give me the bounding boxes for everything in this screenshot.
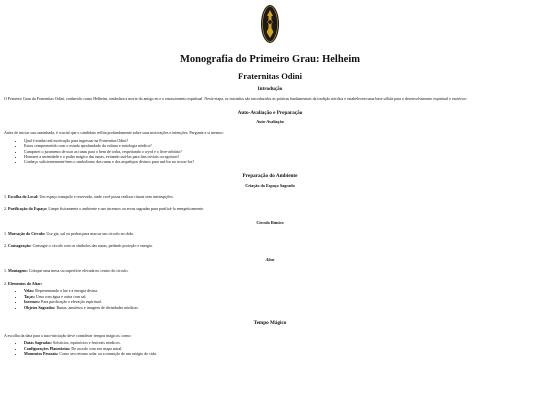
item-text: Limpe fisicamente o ambiente e use incensos ou ervas sagradas para purificá-lo energeticamente.: [48, 206, 204, 212]
auto-heading: Auto-Avaliação e Preparação: [237, 110, 303, 117]
page-subtitle: Fraternitas Odini: [238, 71, 302, 81]
list-item: • Honrarei a serenidade e o poder mágico das runas, evitando usá-las para fins triviais ou egoístas?: [24, 154, 536, 159]
item-text: Um espaço tranquilo e reservado, onde você possa realizar rituais sem interrupções.: [39, 193, 174, 199]
numbered-item: 1. Escolha do Local: Um espaço tranquilo e reservado, onde você possa realizar rituais sem interrupções.: [4, 193, 174, 199]
list-item: • Objetos Sagrados: Runas, amuletos e imagens de divindades nórdicas.: [24, 305, 536, 310]
tempo-heading: Tempo Mágico: [253, 319, 287, 326]
item-label: Elementos do Altar:: [8, 280, 43, 286]
list-item: • Conheço suficientemente bem o simbolismo das runas e dos arquétipos divinos para usá-los no trocar-los?: [24, 159, 536, 164]
numbered-item: 2. Consagração: Consagre o círculo com os símbolos das runas, pedindo proteção e energia.: [4, 243, 153, 249]
tempo-paragraph: A escolha da data para a auto-iniciação deve considerar tempos mágicos, como:: [4, 332, 132, 338]
item-label: Montagem:: [8, 268, 28, 274]
item-text: Consagre o círculo com os símbolos das runas, pedindo proteção e energia.: [32, 243, 153, 249]
item-text: Use giz, sal ou pedras para marcar um círculo no chão.: [46, 230, 135, 236]
auto-subheading: Auto-Avaliação: [256, 119, 284, 125]
intro-heading: Introdução: [257, 86, 283, 92]
list-item: • Cumprirei o juramento de usar as runas para o bem de todos, respeitando o wyrd e o livre-arbítrio?: [24, 149, 536, 154]
item-label: Consagração:: [8, 243, 32, 249]
odin-emblem-icon: [260, 4, 280, 44]
item-label: Escolha do Local:: [8, 193, 39, 199]
intro-paragraph: O Primeiro Grau da Fraternitas Odini, conhecido como Helheim, simboliza a morte do antigo eu e o renascimento espiritual. Neste etapa, os iniciados são introduzidos às práticas fundamentais da tradição nórdica e estabelecem uma base sólida para o desenvolvimento espiritual e esotérico.: [4, 96, 468, 101]
numbered-item: 2. Elementos do Altar:: [4, 280, 43, 286]
circulo-heading: Círculo Rúnico: [256, 219, 284, 225]
numbered-item: 1. Montagem: Coloque uma mesa ou superfície elevada no centro do círculo.: [4, 268, 129, 274]
tempo-list: [4, 340, 536, 356]
list-item: • Qual é minha real motivação para ingressar na Fraternitas Odini?: [24, 138, 536, 143]
questions-list: [4, 138, 536, 165]
numbered-item: 2. Purificação do Espaço: Limpe fisicamente o ambiente e use incensos ou ervas sagradas para purificá-lo energeticamente.: [4, 206, 204, 212]
list-item: • Taças: Uma com água e outra com sal.: [24, 294, 536, 299]
list-item: • Velas: Representando a luz e a energia divina.: [24, 288, 536, 293]
numbered-item: 1. Marcação do Círculo: Use giz, sal ou pedras para marcar um círculo no chão.: [4, 230, 135, 236]
list-item: • Configurações Planetárias: De acordo com seu mapa astral.: [24, 346, 536, 351]
altar-heading: Altar: [265, 257, 275, 263]
item-label: Marcação do Círculo:: [8, 230, 46, 236]
page-title: Monografia do Primeiro Grau: Helheim: [179, 54, 361, 65]
item-label: Purificação do Espaço:: [8, 206, 48, 212]
prep-heading: Preparação do Ambiente: [242, 172, 298, 179]
item-text: Coloque uma mesa ou superfície elevada no centro do círculo.: [28, 268, 129, 274]
list-item: • Datas Sagradas: Solstícios, equinócios e festivais nórdicos.: [24, 340, 536, 345]
criacao-heading: Criação do Espaço Sagrado: [245, 182, 295, 188]
logo: [4, 0, 536, 48]
auto-paragraph: Antes de iniciar sua caminhada, é crucial que o candidato reflita profundamente sobre suas motivações e intenções. Pergunte a si mesmo:: [4, 130, 224, 136]
list-item: • Estou comprometido com o estudo aprofundado da cultura e mitologia nórdica?: [24, 143, 536, 148]
list-item: • Incensos: Para purificação e elevação espiritual.: [24, 299, 536, 304]
list-item: • Momentos Pessoais: Como seu retorno solar ou a transição de um estágio de vida.: [24, 351, 536, 356]
altar-elements-list: [4, 288, 536, 310]
